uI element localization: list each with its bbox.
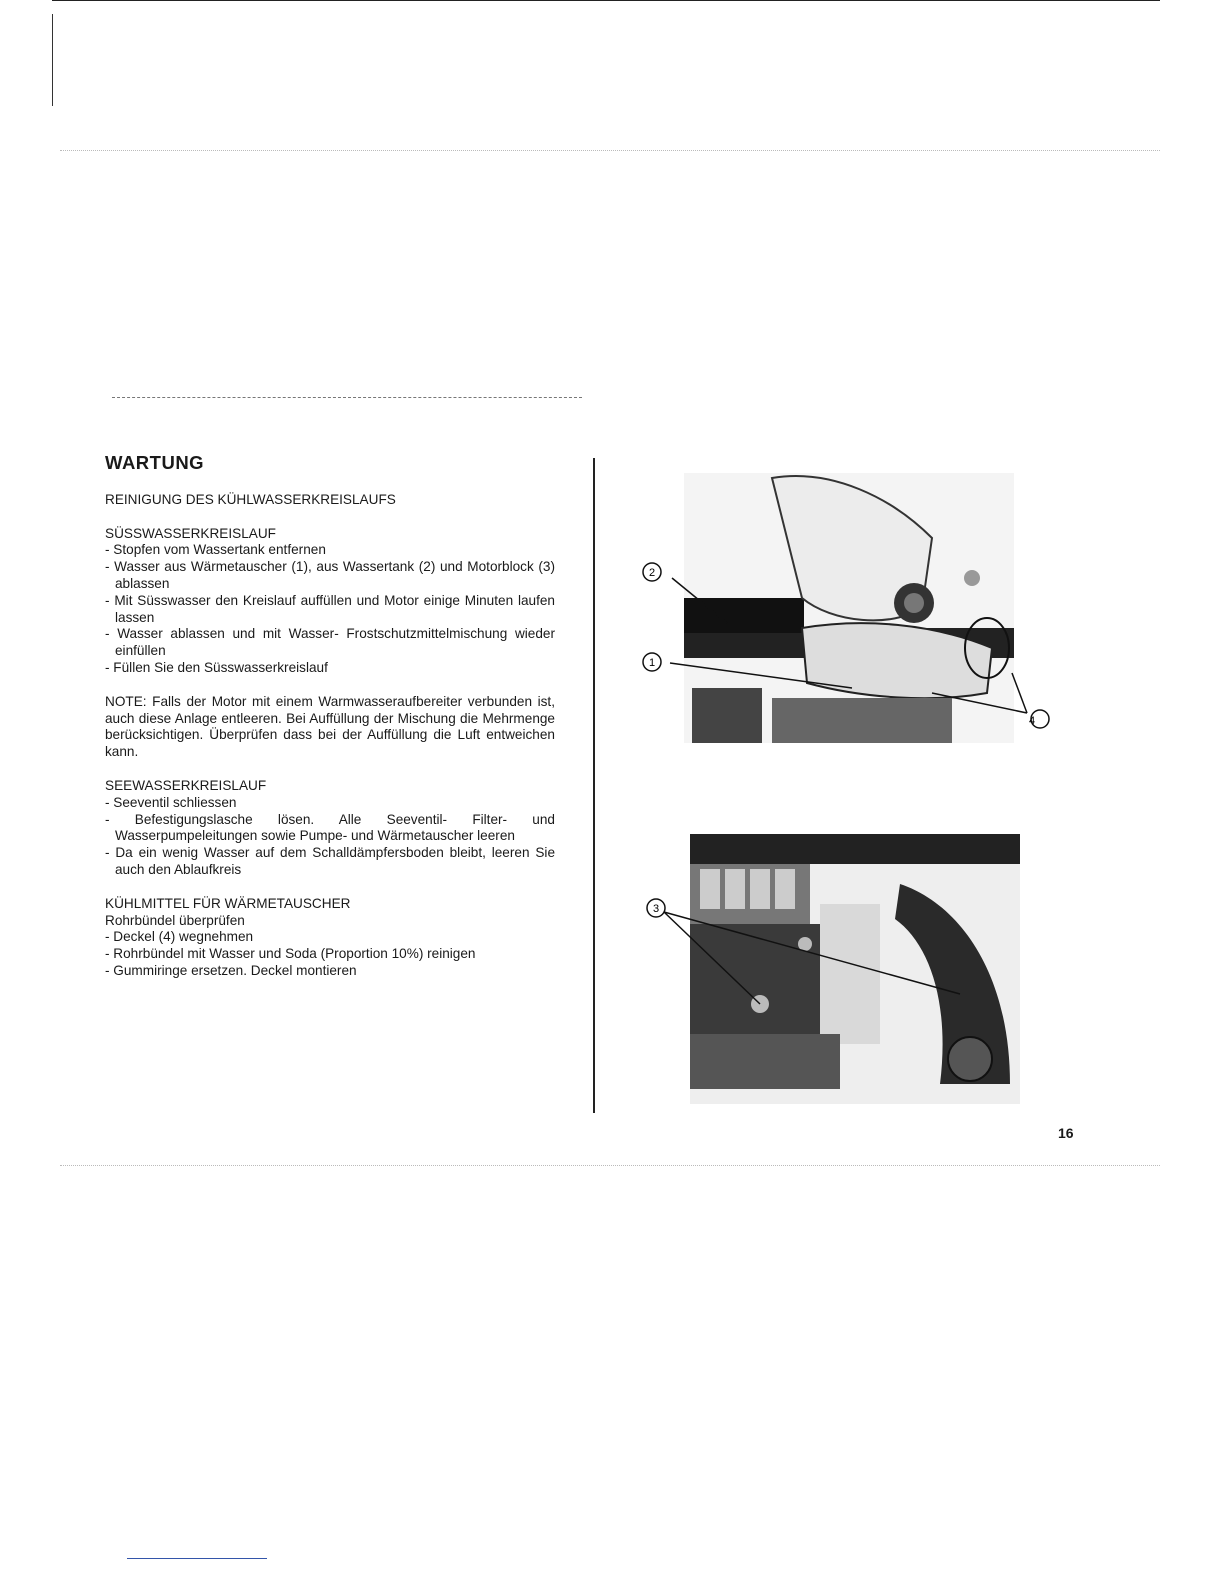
callout-label: 1 (648, 657, 656, 669)
text-column (105, 452, 555, 980)
coolant-intro: Rohrbündel überprüfen (105, 912, 245, 928)
page-number: 16 (1058, 1125, 1074, 1141)
list-item: - Da ein wenig Wasser auf dem Schalldämpfersboden bleibt, leeren Sie auch den Ablaufkreis (105, 845, 555, 877)
list-item: - Rohrbündel mit Wasser und Soda (Proportion 10%) reinigen (105, 946, 476, 962)
list-item: - Seeventil schliessen (105, 794, 237, 810)
bottom-link-rule (127, 1558, 267, 1559)
coolant-title: KÜHLMITTEL FÜR WÄRMETAUSCHER (105, 895, 351, 911)
list-item: - Mit Süsswasser den Kreislauf auffüllen und Motor einige Minuten laufen lassen (105, 592, 555, 625)
callout-label: 4 (1028, 715, 1036, 727)
top-rule (52, 0, 1160, 1)
list-item: - Wasser aus Wärmetauscher (1), aus Wassertank (2) und Motorblock (3) ablassen (105, 559, 555, 591)
engine-photo-engine-block (640, 824, 1024, 1114)
sea-water-title: SEEWASSERKREISLAUF (105, 777, 267, 793)
list-item: - Befestigungslasche lösen. Alle Seeventil- Filter- und Wasserpumpeleitungen sowie Pumpe- und Wärmetauscher leeren (105, 811, 555, 844)
list-item: - Stopfen vom Wassertank entfernen (105, 542, 326, 558)
fresh-water-title: SÜSSWASSERKREISLAUF (105, 525, 276, 541)
left-margin-rule (52, 14, 53, 106)
column-divider (593, 458, 595, 1113)
list-item: - Gummiringe ersetzen. Deckel montieren (105, 962, 357, 978)
callout-label: 2 (648, 567, 656, 579)
section-subheading: REINIGUNG DES KÜHLWASSERKREISLAUFS (105, 491, 396, 507)
callout-label: 3 (652, 903, 660, 915)
list-item: - Füllen Sie den Süsswasserkreislauf (105, 659, 328, 675)
engine-photo-heat-exchanger (632, 458, 1036, 758)
list-item: - Wasser ablassen und mit Wasser- Frostschutzmittelmischung wieder einfüllen (105, 626, 555, 659)
scan-noise (60, 150, 1160, 152)
page-heading: WARTUNG (105, 452, 205, 473)
list-item: - Deckel (4) wegnehmen (105, 929, 254, 945)
dashed-rule (112, 397, 582, 398)
scan-noise (60, 1165, 1160, 1167)
note-paragraph: NOTE: Falls der Motor mit einem Warmwasseraufbereiter verbunden ist, auch diese Anlage entleeren. Bei Auffüllung der Mischung die Mehrmenge berücksichtigen. Überprüfen dass bei der Auffüllung die Luft entweichen kann. (105, 693, 555, 760)
